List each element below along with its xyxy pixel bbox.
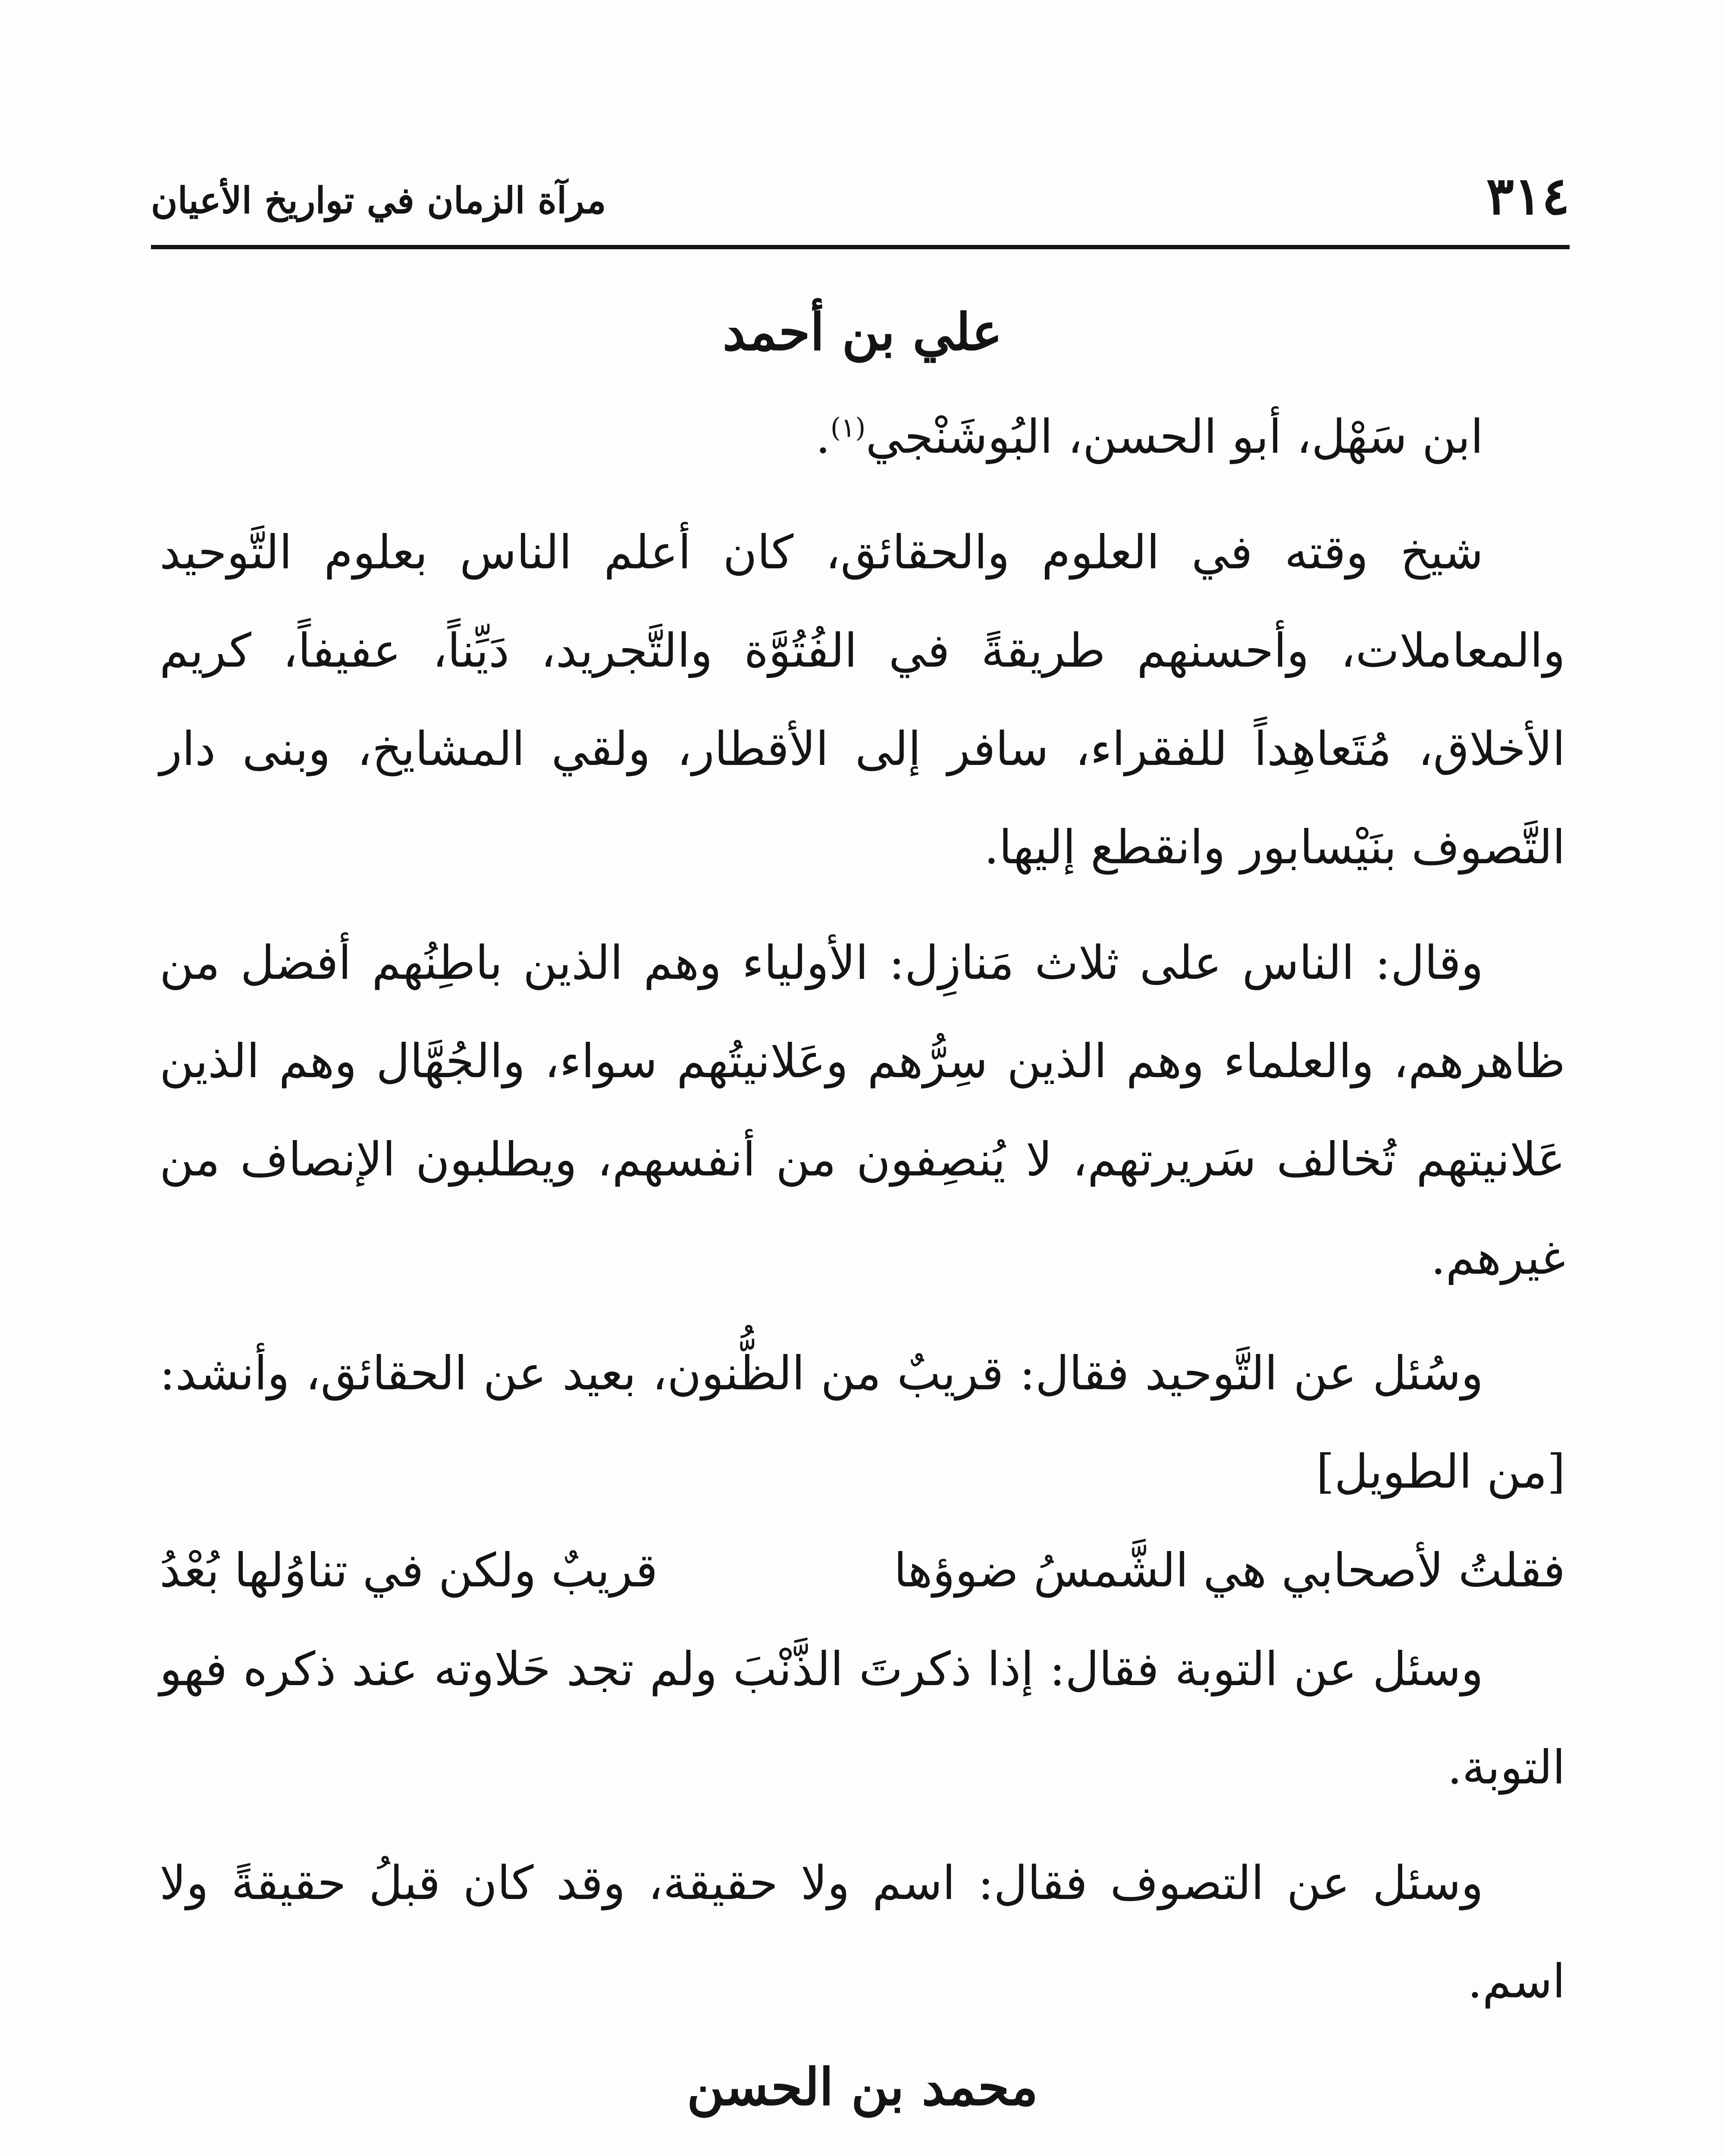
poem-verse [160,1521,1565,1620]
paragraph [160,388,1565,486]
paragraph: وقال: الناس على ثلاث مَنازِل: الأولياء وهم الذين باطِنُهم أفضل من ظاهرهم، والعلماء وهم الذين سِرُّهم وعَلانيتُهم سواء، والجُهَّال وهم الذين عَلانيتهم تُخالف سَريرتهم، لا يُنصِفون من أنفسهم، ويطلبون الإنصاف من غيرهم. [160,936,1565,1285]
paragraph: وسُئل عن التَّوحيد فقال: قريبٌ من الظُّنون، بعيد عن الحقائق، وأنشد: [من الطويل] [160,1347,1565,1499]
paragraph: وسئل عن التصوف فقال: اسم ولا حقيقة، وقد كان قبلُ حقيقةً ولا اسم. [160,1856,1565,2009]
verse-first-hemistich: فقلتُ لأصحابي هي الشَّمسُ ضوؤها [893,1544,1565,1598]
paragraph-text: ابن سَهْل، أبو الحسن، البُوشَنْجي [865,410,1483,464]
verse-second-hemistich: قريبٌ ولكن في تناوُلها بُعْدُ [160,1544,658,1598]
paragraph [160,2143,1565,2156]
paragraph-end: . [815,410,831,464]
page-header [151,155,1570,241]
main-text [160,276,1565,2156]
paragraph: شيخ وقته في العلوم والحقائق، كان أعلم الناس بعلوم التَّوحيد والمعاملات، وأحسنهم طريقةً في الفُتُوَّة والتَّجريد، دَيِّناً، عفيفاً، كريم الأخلاق، مُتَعاهِداً للفقراء، سافر إلى الأقطار، ولقي المشايخ، وبنى دار التَّصوف بنَيْسابور وانقطع إليها. [160,526,1565,874]
header-divider [151,245,1570,249]
page-number: ٣١٤ [1486,166,1570,226]
footnote-ref: (١) [830,412,866,443]
running-title: مرآة الزمان في تواريخ الأعيان [151,179,606,222]
entry-title-muhammad-ibn-al-hasan: محمد بن الحسن [686,2057,1038,2117]
entry-title-ali-ibn-ahmad: علي بن أحمد [722,302,1003,362]
paragraph: وسئل عن التوبة فقال: إذا ذكرتَ الذَّنْبَ ولم تجد حَلاوته عند ذكره فهو التوبة. [160,1642,1565,1795]
